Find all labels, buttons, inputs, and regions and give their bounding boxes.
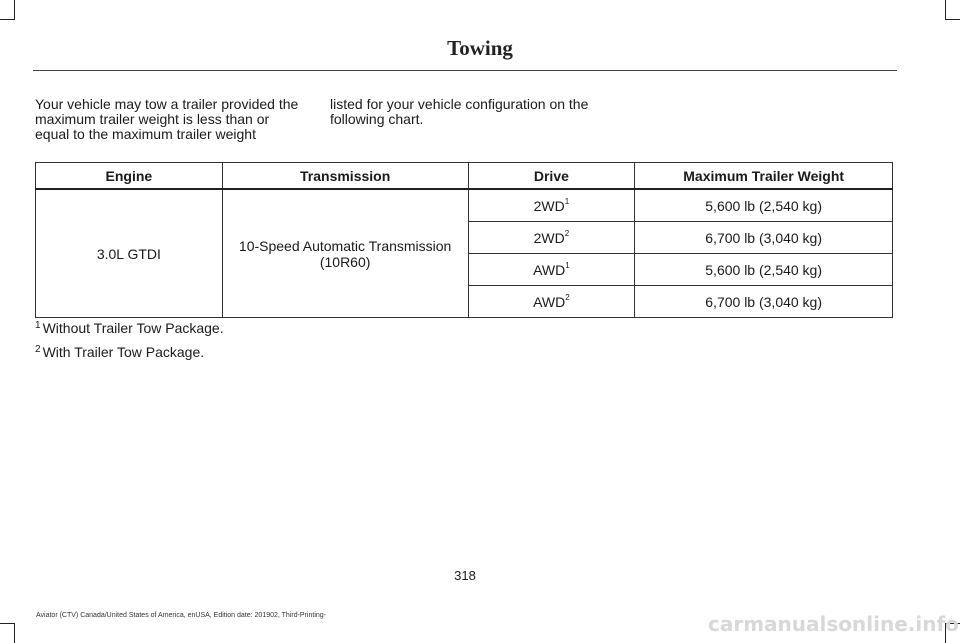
intro-paragraph-left: Your vehicle may tow a trailer provided the maximum trailer weight is less than or equal to the maximum trailer weight: [35, 96, 299, 142]
intro-column-left: [35, 97, 307, 142]
crop-mark-bottom-left-h: [0, 623, 15, 624]
drive-label: 2WD: [533, 229, 565, 246]
crop-mark-top-right-h: [945, 19, 960, 20]
footnote: [35, 345, 224, 360]
drive-label: 2WD: [533, 197, 565, 214]
weight-cell: 6,700 lb (3,040 kg): [635, 222, 893, 254]
transmission-cell: 10-Speed Automatic Transmission (10R60): [222, 189, 468, 318]
intro-column-right: [330, 97, 620, 127]
footnote-text: With Trailer Tow Package.: [42, 344, 205, 360]
drive-cell: [468, 254, 635, 286]
footnote-mark: 2: [35, 344, 41, 355]
crop-mark-top-left-h: [0, 19, 15, 20]
footnote: [35, 321, 224, 336]
header-rule: [33, 70, 897, 71]
header-drive: Drive: [468, 163, 635, 190]
crop-mark-top-left-v: [14, 0, 15, 20]
drive-label: AWD: [533, 293, 566, 310]
engine-cell: 3.0L GTDI: [36, 189, 223, 318]
watermark: carmanualsonline.info: [708, 612, 959, 636]
header-engine: Engine: [36, 163, 223, 190]
page-number: 318: [454, 568, 476, 583]
towing-table: [35, 162, 893, 318]
footnote-mark: 1: [35, 320, 41, 331]
table-header-row: [36, 163, 893, 190]
footnote-ref: 1: [564, 196, 570, 206]
table-row: [36, 189, 893, 222]
intro-paragraph-right: listed for your vehicle configuration on the following chart.: [330, 96, 589, 127]
weight-cell: 5,600 lb (2,540 kg): [635, 254, 893, 286]
header-max-trailer-weight: Maximum Trailer Weight: [635, 163, 893, 190]
page-title: Towing: [447, 36, 513, 60]
weight-cell: 6,700 lb (3,040 kg): [635, 286, 893, 318]
drive-label: AWD: [533, 261, 566, 278]
footnote-ref: 1: [565, 260, 570, 270]
crop-mark-top-right-v: [945, 0, 946, 20]
footnotes: [35, 321, 224, 369]
footnote-ref: 2: [565, 292, 570, 302]
drive-cell: [468, 286, 635, 318]
header-transmission: Transmission: [222, 163, 468, 190]
footnote-ref: 2: [564, 228, 570, 238]
footnote-text: Without Trailer Tow Package.: [42, 320, 224, 336]
weight-cell: 5,600 lb (2,540 kg): [635, 189, 893, 222]
drive-cell: [468, 222, 635, 254]
drive-cell: [468, 189, 635, 222]
edition-footer: Aviator (CTV) Canada/United States of America, enUSA, Edition date: 201902, Third-Printing-: [36, 612, 327, 619]
crop-mark-bottom-left-v: [14, 623, 15, 643]
